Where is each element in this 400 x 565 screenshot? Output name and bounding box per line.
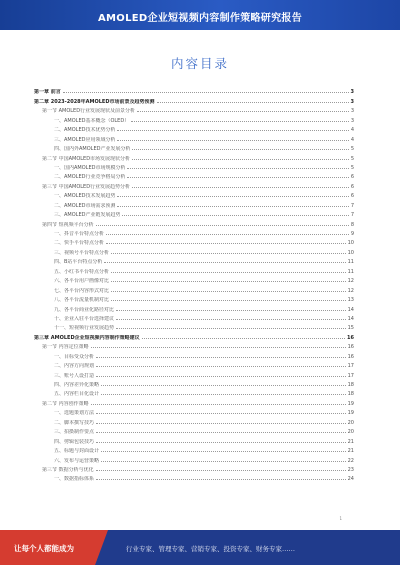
header-banner [0,0,400,30]
toc-leader-dots [96,470,346,471]
toc-entry-title: 七、各平台内容形式对比 [54,287,110,294]
toc-entry-page: 3 [350,89,354,96]
toc-leader-dots [111,291,346,292]
toc-entry[interactable] [34,246,354,255]
toc-entry-page: 12 [347,278,354,285]
toc-entry[interactable] [34,199,354,208]
toc-entry-title: 一、选题策划方法 [54,410,95,417]
toc-entry[interactable] [34,416,354,425]
toc-entry[interactable] [34,341,354,350]
toc-leader-dots [96,432,346,433]
toc-leader-dots [142,338,345,339]
toc-entry-title: 第二节 中国AMOLED市场发展现状分析 [42,155,131,162]
toc-entry-page: 19 [347,410,354,417]
toc-leader-dots [91,404,346,405]
toc-entry-title: 四、国内外AMOLED产业发展分析 [54,146,131,153]
toc-entry-page: 14 [347,315,354,322]
toc-entry-title: 一、AMOLED技术发展趋势 [54,193,116,200]
footer-banner [0,530,400,565]
toc-entry-title: 一、AMOLED基本概念（OLED） [54,117,130,124]
toc-entry-page: 11 [347,259,354,266]
toc-entry[interactable] [34,171,354,180]
toc-entry-page: 21 [347,448,354,455]
toc-entry-title: 三、AMOLED产业链发展趋势 [54,212,121,219]
report-title: AMOLED企业短视频内容制作策略研究报告 [98,13,302,24]
toc-leader-dots [132,159,349,160]
toc-leader-dots [101,385,346,386]
toc-leader-dots [117,140,348,141]
toc-entry-page: 5 [350,146,354,153]
toc-entry[interactable] [34,379,354,388]
toc-entry-title: 第三节 数据分析与优化 [42,466,94,473]
toc-entry-title: 十一、短视频行业发展趋势 [54,325,115,332]
toc-entry[interactable] [34,237,354,246]
toc-leader-dots [96,357,346,358]
toc-entry-title: 二、AMOLED行业竞争格局分析 [54,174,126,181]
toc-leader-dots [127,168,348,169]
toc-entry-page: 6 [350,183,354,190]
toc-entry[interactable] [34,454,354,463]
toc-entry-title: 一、国内AMOLED市场规模分析 [54,164,126,171]
toc-entry-title: 三、拍摄制作要点 [54,429,95,436]
toc-entry-title: 四、B站平台特点分析 [54,259,103,266]
toc-leader-dots [111,253,346,254]
toc-entry[interactable] [34,464,354,473]
toc-entry[interactable] [34,350,354,359]
toc-entry-page: 16 [347,353,354,360]
toc-leader-dots [117,196,348,197]
toc-entry-title: 五、标题与封面设计 [54,448,100,455]
toc-entry-page: 18 [347,391,354,398]
toc-entry-page: 10 [347,249,354,256]
toc-entry-title: 三、AMOLED应用领域分析 [54,136,116,143]
toc-entry[interactable] [34,294,354,303]
toc-entry-page: 24 [347,476,354,483]
toc-entry-page: 17 [347,363,354,370]
toc-entry-page: 5 [350,155,354,162]
toc-entry[interactable] [34,284,354,293]
toc-entry-title: 五、小红书平台特点分析 [54,268,110,275]
toc-entry[interactable] [34,303,354,312]
toc-entry-page: 20 [347,429,354,436]
toc-entry-title: 一、抖音平台特点分析 [54,231,105,237]
toc-entry[interactable] [34,388,354,397]
toc-entry-page: 3 [350,98,354,105]
toc-entry[interactable] [34,143,354,152]
toc-entry[interactable] [34,86,354,95]
toc-entry[interactable] [34,256,354,265]
toc-entry[interactable] [34,162,354,171]
toc-entry[interactable] [34,228,354,237]
toc-entry-page: 6 [350,174,354,181]
toc-leader-dots [111,300,346,301]
toc-entry[interactable] [34,369,354,378]
toc-entry[interactable] [34,209,354,218]
toc-entry-title: 二、AMOLED市场需求预测 [54,202,116,209]
toc-entry-title: 六、各平台用户画像对比 [54,278,110,285]
page-number: 1 [339,516,342,521]
toc-entry-page: 10 [347,240,354,247]
toc-entry[interactable] [34,265,354,274]
toc-entry-page: 3 [350,108,354,115]
toc-leader-dots [157,102,349,103]
toc-entry-page: 23 [347,466,354,473]
toc-entry-title: 第一章 前言 [34,89,61,96]
toc-leader-dots [132,149,348,150]
toc-entry-title: 四、剪辑包装技巧 [54,438,95,445]
toc-entry-title: 四、内容差异化策略 [54,382,100,388]
toc-entry-page: 4 [350,127,354,134]
toc-entry-title: 第三章 AMOLED企业短视频内容制作策略建议 [34,334,140,341]
toc-entry-page: 15 [347,325,354,332]
toc-entry-title: 一、数据指标体系 [54,476,95,483]
toc-entry[interactable] [34,426,354,435]
toc-entry-page: 14 [347,306,354,313]
toc-entry[interactable] [34,105,354,114]
toc-entry-title: 五、内容栏目化设计 [54,391,100,398]
toc-entry-title: 二、内容方向规划 [54,363,95,370]
toc-entry-page: 4 [350,136,354,143]
toc-leader-dots [127,177,348,178]
toc-leader-dots [117,130,348,131]
toc-entry[interactable] [34,124,354,133]
toc-leader-dots [101,394,346,395]
toc-entry-title: 第二章 2023-2028年AMOLED市场前景及趋势预测 [34,98,155,105]
toc-entry-title: 二、AMOLED技术优势分析 [54,127,116,134]
toc-entry[interactable] [34,322,354,331]
toc-leader-dots [104,262,345,263]
toc-entry[interactable] [34,133,354,142]
toc-entry-title: 八、各平台流量机制对比 [54,297,110,304]
footer-roles: 行业专家、管理专家、营销专家、投资专家、财务专家…… [126,545,295,553]
toc-leader-dots [122,215,348,216]
toc-leader-dots [96,423,346,424]
toc-entry-title: 第四节 短视频平台分析 [42,221,94,228]
toc-leader-dots [111,272,346,273]
toc-entry-title: 第二节 内容创作策略 [42,400,89,407]
toc-entry-page: 3 [350,117,354,124]
toc-entry[interactable] [34,313,354,322]
toc-entry-page: 18 [347,382,354,388]
toc-leader-dots [116,319,346,320]
toc-entry[interactable] [34,397,354,406]
toc-entry[interactable] [34,435,354,444]
toc-entry[interactable] [34,152,354,161]
toc-leader-dots [63,92,349,93]
toc-entry-title: 一、目标受众分析 [54,353,95,360]
toc-entry-title: 第一节 AMOLED行业发展现状及前景分析 [42,108,136,115]
toc-entry-title: 十、企业入驻平台选择建议 [54,315,115,322]
toc-leader-dots [96,366,346,367]
footer-slogan: 让每个人都能成为 [14,544,74,553]
toc-entry-title: 第一节 内容定位策略 [42,344,89,351]
toc-entry-page: 5 [350,164,354,171]
toc-entry-page: 7 [350,212,354,219]
toc-entry-page: 19 [347,400,354,407]
toc-heading: 内容目录 [170,56,229,71]
toc-entry[interactable] [34,275,354,284]
toc-entry-title: 第三节 中国AMOLED行业发展趋势分析 [42,183,131,190]
toc-leader-dots [131,121,349,122]
toc-leader-dots [106,243,346,244]
toc-entry-page: 17 [347,372,354,379]
toc-entry-page: 7 [350,202,354,209]
toc-entry[interactable] [34,407,354,416]
toc-entry[interactable] [34,180,354,189]
toc-entry[interactable] [34,473,354,482]
toc-entry-page: 9 [350,231,354,237]
toc-leader-dots [96,442,346,443]
toc-leader-dots [96,413,346,414]
toc-leader-dots [96,376,346,377]
toc-entry-title: 三、视频号平台特点分析 [54,249,110,256]
toc-leader-dots [116,328,346,329]
toc-leader-dots [137,111,349,112]
toc-entry-page: 13 [347,297,354,304]
toc-entry-page: 20 [347,419,354,426]
toc-entry-page: 22 [347,457,354,464]
toc-entry-title: 三、账号人设打造 [54,372,95,379]
toc-entry-page: 8 [350,221,354,228]
toc-entry-page: 21 [347,438,354,445]
toc-leader-dots [101,451,346,452]
toc-entry[interactable] [34,331,354,340]
toc-leader-dots [96,225,349,226]
toc-leader-dots [117,206,348,207]
toc-entry[interactable] [34,218,354,227]
toc-entry-page: 11 [347,268,354,275]
toc-entry-page: 6 [350,193,354,200]
toc-entry[interactable] [34,95,354,104]
toc-leader-dots [111,281,346,282]
toc-entry[interactable] [34,114,354,123]
toc-entry-page: 16 [347,344,354,351]
toc-entry-title: 六、发布与运营策略 [54,457,100,464]
toc-entry-title: 二、快手平台特点分析 [54,240,105,247]
table-of-contents [34,86,354,482]
toc-leader-dots [132,187,349,188]
toc-entry-page: 12 [347,287,354,294]
toc-entry[interactable] [34,360,354,369]
toc-leader-dots [91,347,346,348]
toc-entry[interactable] [34,190,354,199]
toc-entry-title: 九、各平台商业化路径对比 [54,306,115,313]
toc-leader-dots [116,310,346,311]
toc-entry-title: 二、脚本撰写技巧 [54,419,95,426]
toc-leader-dots [101,461,346,462]
toc-leader-dots [96,479,346,480]
toc-entry[interactable] [34,445,354,454]
toc-leader-dots [106,234,349,235]
toc-entry-page: 16 [347,334,354,341]
